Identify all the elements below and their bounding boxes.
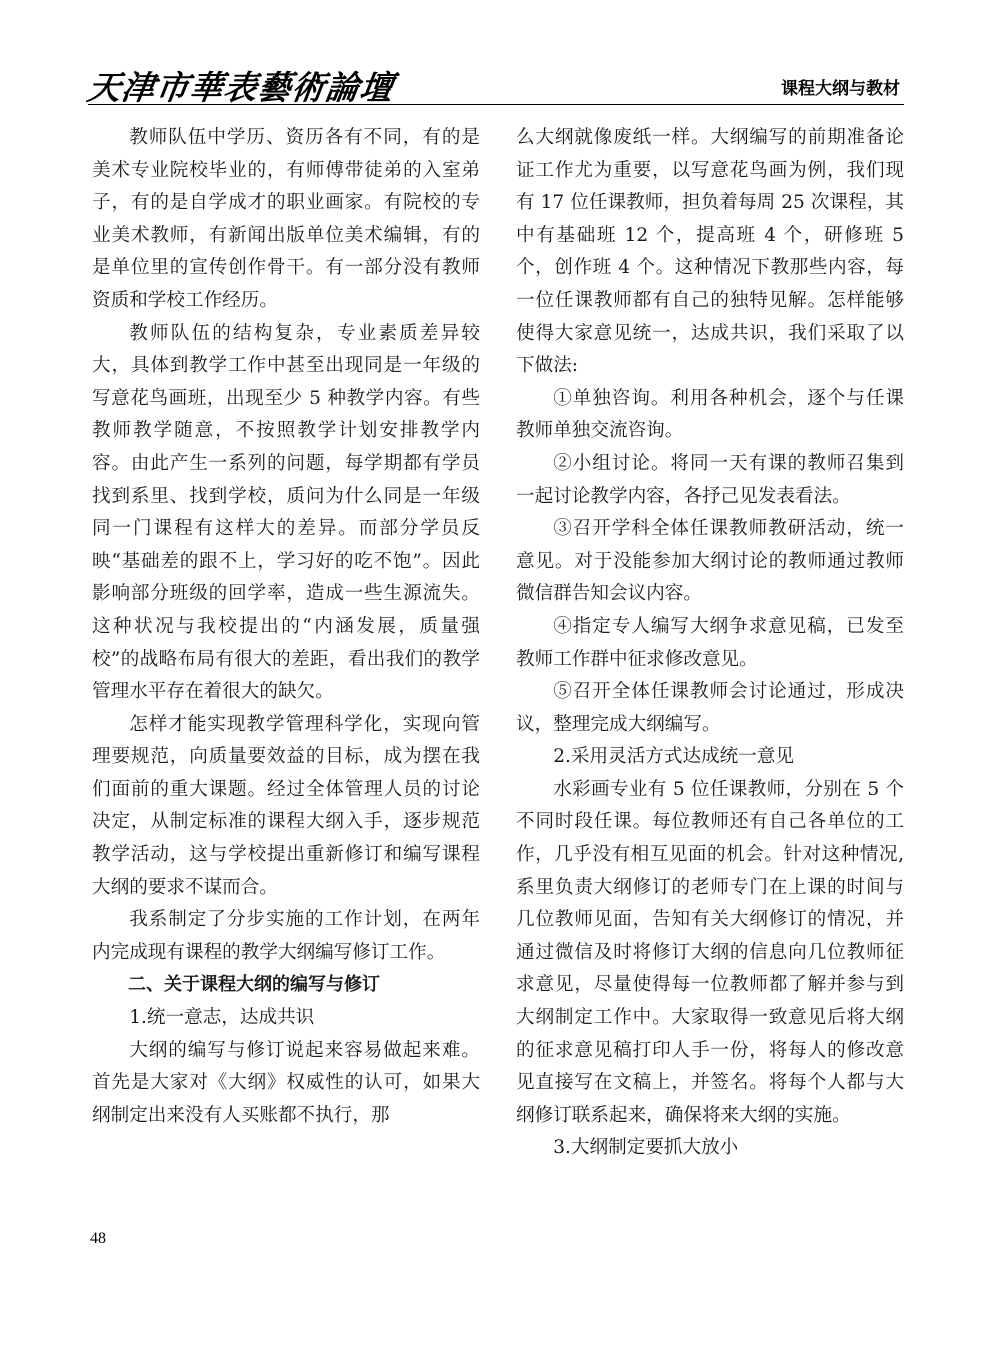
paragraph: 水彩画专业有 5 位任课教师，分别在 5 个不同时段任课。每位教师还有自己各单位的工作，几乎没有相互见面的机会。针对这种情况,系里负责大纲修订的老师专门在上课的时间与几位教师见面，告知有关大纲修订的情况，并通过微信及时将修订大纲的信息向几位教师征求意见，尽量使得每一位教师都了解并参与到大纲制定工作中。大家取得一致意见后将大纲的征求意见稿打印人手一份，将每人的修改意见直接写在文稿上，并签名。将每个人都与大纲修订联系起来，确保将来大纲的实施。 xyxy=(516,778,904,1126)
list-item: ③召开学科全体任课教师教研活动，统一意见。对于没能参加大纲讨论的教师通过教师微信群告知会议内容。 xyxy=(516,518,904,605)
subsection-heading: 1.统一意志，达成共识 xyxy=(129,1007,315,1029)
paragraph: 教师队伍的结构复杂，专业素质差异较大，具体到教学工作中甚至出现同是一年级的写意花鸟画班，出现至少 5 种教学内容。有些教师教学随意，不按照教学计划安排教学内容。由此产生一系列的问题，每学期都有学员找到系里、找到学校，质问为什么同是一年级同一门课程有这样大的差异。而部分学员反映“基础差的跟不上，学习好的吃不饱”。因此影响部分班级的回学率，造成一些生源流失。这种状况与我校提出的“内涵发展，质量强校”的战略布局有很大的差距，看出我们的教学管理水平存在着很大的缺欠。 xyxy=(92,322,480,703)
paragraph: 我系制定了分步实施的工作计划，在两年内完成现有课程的教学大纲编写修订工作。 xyxy=(92,909,480,963)
paragraph: 教师队伍中学历、资历各有不同，有的是美术专业院校毕业的，有师傅带徒弟的入室弟子，有的是自学成才的职业画家。有院校的专业美术教师，有新闻出版单位美术编辑，有的是单位里的宣传创作骨干。有一部分没有教师资质和学校工作经历。 xyxy=(92,127,480,311)
list-item: ⑤召开全体任课教师会讨论通过，形成决议，整理完成大纲编写。 xyxy=(516,681,904,735)
paragraph: 大纲的编写与修订说起来容易做起来难。首先是大家对《大纲》权威性的认可，如果大纲制定出来没有人买账都不执行，那 xyxy=(92,1039,480,1126)
section-heading: 二、关于课程大纲的编写与修订 xyxy=(128,974,380,996)
paragraph-continued: 么大纲就像废纸一样。大纲编写的前期准备论证工作尤为重要，以写意花鸟画为例，我们现有 17 位任课教师，担负着每周 25 次课程，其中有基础班 12 个，提高班 4 个，研修班 5 个，创作班 4 个。这种情况下教那些内容，每一位任课教师都有自己的独特见解。怎样能够使得大家意见统一，达成共识，我们采取了以下做法: xyxy=(516,127,904,377)
list-item: ④指定专人编写大纲争求意见稿，已发至教师工作群中征求修改意见。 xyxy=(516,615,904,670)
journal-logo: 天津市華表藝術論壇 xyxy=(84,68,397,107)
paragraph: 怎样才能实现教学管理科学化，实现向管理要规范，向质量要效益的目标，成为摆在我们面前的重大课题。经过全体管理人员的讨论决定，从制定标准的课程大纲入手，逐步规范教学活动，这与学校提出重新修订和编写课程大纲的要求不谋而合。 xyxy=(92,713,480,898)
list-item: ②小组讨论。将同一天有课的教师召集到一起讨论教学内容，各抒己见发表看法。 xyxy=(516,452,904,507)
section-label: 课程大纲与教材 xyxy=(781,79,900,99)
left-column xyxy=(92,122,480,1132)
page-number: 48 xyxy=(90,1230,106,1247)
right-column xyxy=(516,122,904,1165)
subsection-heading: 3.大纲制定要抓大放小 xyxy=(553,1137,739,1159)
header-divider xyxy=(88,104,904,105)
subsection-heading: 2.采用灵活方式达成统一意见 xyxy=(553,746,795,768)
list-item: ①单独咨询。利用各种机会，逐个与任课教师单独交流咨询。 xyxy=(516,387,904,442)
